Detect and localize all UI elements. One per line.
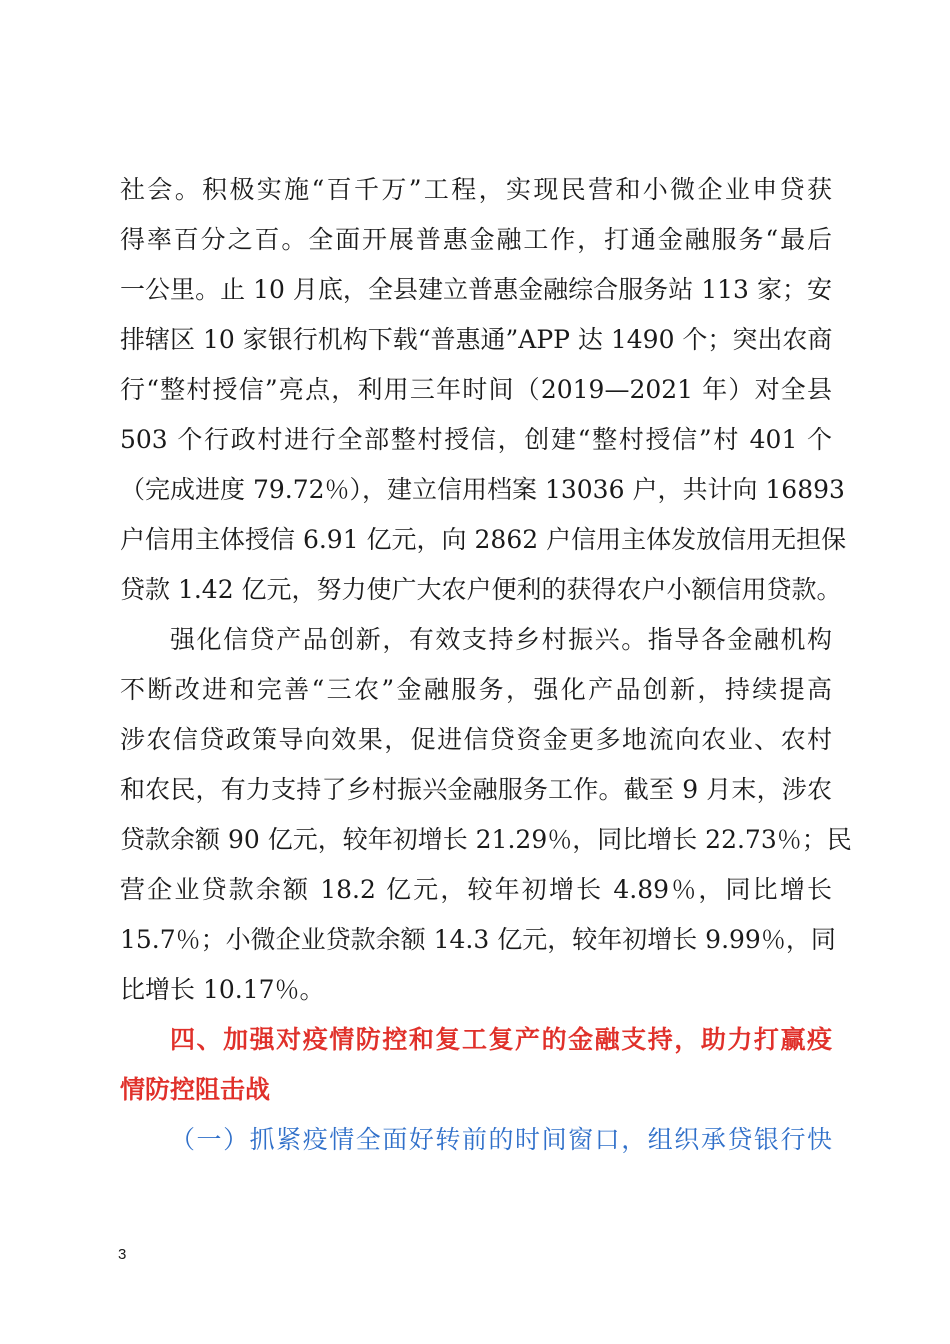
- paragraph-1-line-8: 户信用主体授信 6.91 亿元，向 2862 户信用主体发放信用无担保: [120, 525, 847, 554]
- paragraph-1-line-3: 一公里。止 10 月底，全县建立普惠金融综合服务站 113 家；安: [120, 275, 832, 304]
- paragraph-2-line-4: 和农民，有力支持了乡村振兴金融服务工作。截至 9 月末，涉农: [120, 775, 832, 804]
- paragraph-2-line-8: 比增长 10.17％。: [120, 975, 325, 1004]
- page-number: 3: [118, 1246, 127, 1263]
- paragraph-1-line-5: 行“整村授信”亮点，利用三年时间（2019—2021 年）对全县: [120, 375, 832, 404]
- paragraph-2-line-3: 涉农信贷政策导向效果，促进信贷资金更多地流向农业、农村: [120, 725, 832, 754]
- paragraph-2-line-6: 营企业贷款余额 18.2 亿元，较年初增长 4.89％，同比增长: [120, 875, 832, 904]
- paragraph-2-line-5: 贷款余额 90 亿元，较年初增长 21.29％，同比增长 22.73％；民: [120, 825, 852, 854]
- section-heading-line-2: 情防控阻击战: [120, 1075, 271, 1104]
- paragraph-1-line-4: 排辖区 10 家银行机构下载“普惠通”APP 达 1490 个；突出农商: [120, 325, 833, 354]
- paragraph-1-line-6: 503 个行政村进行全部整村授信，创建“整村授信”村 401 个: [120, 425, 832, 454]
- paragraph-1-line-2: 得率百分之百。全面开展普惠金融工作，打通金融服务“最后: [120, 225, 832, 254]
- paragraph-1-line-9: 贷款 1.42 亿元，努力使广大农户便利的获得农户小额信用贷款。: [120, 575, 842, 604]
- subsection-heading-line-1: （一）抓紧疫情全面好转前的时间窗口，组织承贷银行快: [170, 1125, 832, 1154]
- paragraph-1-line-1: 社会。积极实施“百千万”工程，实现民营和小微企业申贷获: [120, 175, 832, 204]
- paragraph-1-line-7: （完成进度 79.72％），建立信用档案 13036 户，共计向 16893: [120, 475, 845, 504]
- paragraph-2-line-2: 不断改进和完善“三农”金融服务，强化产品创新，持续提高: [120, 675, 832, 704]
- section-heading-line-1: 四、加强对疫情防控和复工复产的金融支持，助力打赢疫: [170, 1025, 832, 1054]
- paragraph-2-line-1: 强化信贷产品创新，有效支持乡村振兴。指导各金融机构: [170, 625, 832, 654]
- paragraph-2-line-7: 15.7％；小微企业贷款余额 14.3 亿元，较年初增长 9.99％，同: [120, 925, 836, 954]
